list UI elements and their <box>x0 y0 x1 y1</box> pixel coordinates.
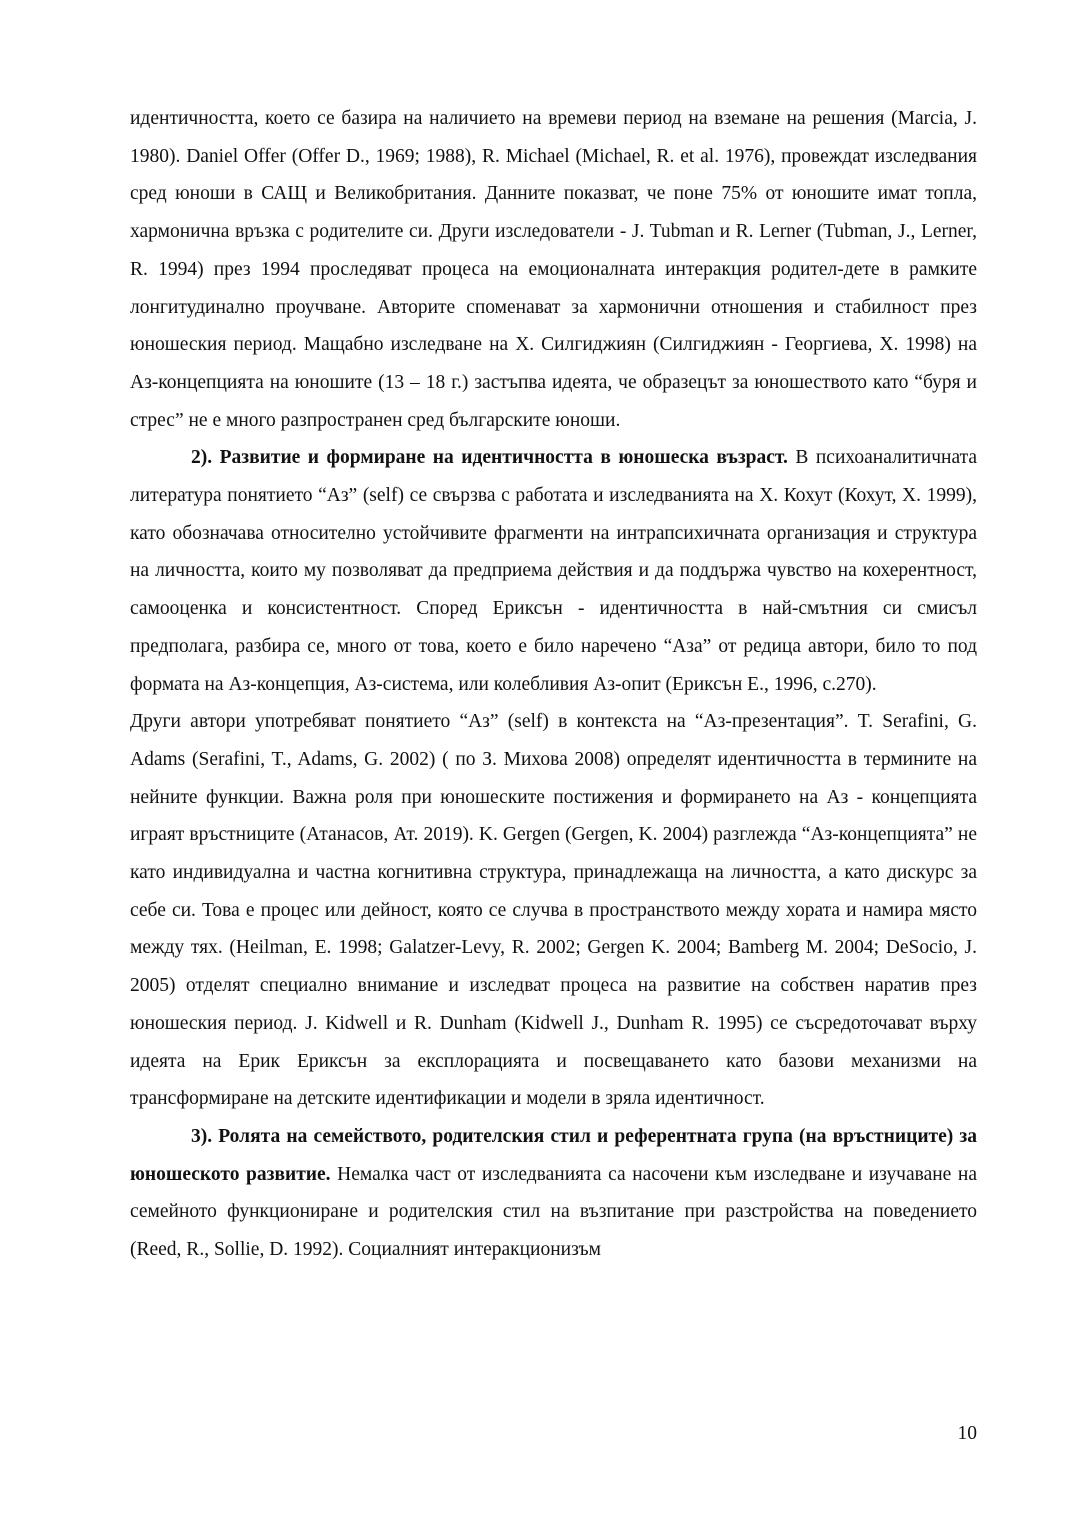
paragraph-3 <box>130 703 977 1118</box>
paragraph-4 <box>130 1118 977 1269</box>
paragraph-2-text: В психоаналитичната литература понятието “Аз” (self) се свързва с работата и изследванията на Х. Кохут (Кохут, Х. 1999), като обозначава относително устойчивите фрагменти на интрапсихичната организация и структура на личността, които му позволяват да предприема действия и да поддържа чувство на кохерентност, самооценка и консистентност. Според Ериксън - идентичността в най-смътния си смисъл предполага, разбира се, много от това, което е било наречено “Аза” от редица автори, било то под формата на Аз-концепция, Аз-система, или колебливия Аз-опит (Ериксън Е., 1996, с.270). <box>130 447 978 695</box>
paragraph-1 <box>130 100 977 439</box>
page-number: 10 <box>957 1423 977 1444</box>
paragraph-4-text: Немалка част от изследванията са насочени към изследване и изучаване на семейното функциониране и родителския стил на възпитание при разстройства на поведението (Reed, R., Sollie, D. 1992). Социалният интеракционизъм <box>130 1163 978 1261</box>
section-heading-3: 3). Ролята на семейството, родителския стил и референтната група (на връстниците) за юношеското развитие. <box>130 1125 977 1185</box>
paragraph-3-text: Други автори употребяват понятието “Аз” (self) в контекста на “Аз-презентация”. T. Serafini, G. Adams (Serafini, T., Adams, G. 2002) ( по З. Михова 2008) определят идентичността в термините на нейните функции. Важна роля при юношеските постижения и формирането на Аз - концепцията играят връстниците (Атанасов, Ат. 2019). K. Gergen (Gergen, K. 2004) разглежда “Аз-концепцията” не като индивидуална и частна когнитивна структура, принадлежаща на личността, а като дискурс за себе си. Това е процес или дейност, която се случва в пространството между хората и намира място между тях. (Heilman, E. 1998; Galatzer-Levy, R. 2002; Gergen K. 2004; Bamberg M. 2004; DeSocio, J. 2005) отделят специално внимание и изследват процеса на развитие на собствен наратив през юношеския период. J. Kidwell и R. Dunham (Kidwell J., Dunham R. 1995) се съсредоточават върху идеята на Ерик Ериксън за експлорацията и посвещаването като базови механизми на трансформиране на детските идентификации и модели в зряла идентичност. <box>130 711 977 1110</box>
section-heading-2: 2). Развитие и формиране на идентичността в юношеска възраст. <box>191 447 788 469</box>
body-text <box>130 100 977 1269</box>
paragraph-1-text: идентичността, което се базира на наличието на времеви период на вземане на решения (Marcia, J. 1980). Daniel Offer (Offer D., 1969; 1988), R. Michael (Michael, R. et al. 1976), провеждат изследвания сред юноши в САЩ и Великобритания. Данните показват, че поне 75% от юношите имат топла, хармонична връзка с родителите си. Други изследователи - J. Tubman и R. Lerner (Tubman, J., Lerner, R. 1994) през 1994 проследяват процеса на емоционалната интеракция родител-дете в рамките лонгитудинално проучване. Авторите споменават за хармонични отношения и стабилност през юношеския период. Мащабно изследване на Х. Силгиджиян (Силгиджиян - Георгиева, Х. 1998) на Аз-концепцията на юношите (13 – 18 г.) застъпва идеята, че образецът за юношеството като “буря и стрес” не е много разпространен сред българските юноши. <box>130 108 977 431</box>
paragraph-2 <box>130 439 977 703</box>
